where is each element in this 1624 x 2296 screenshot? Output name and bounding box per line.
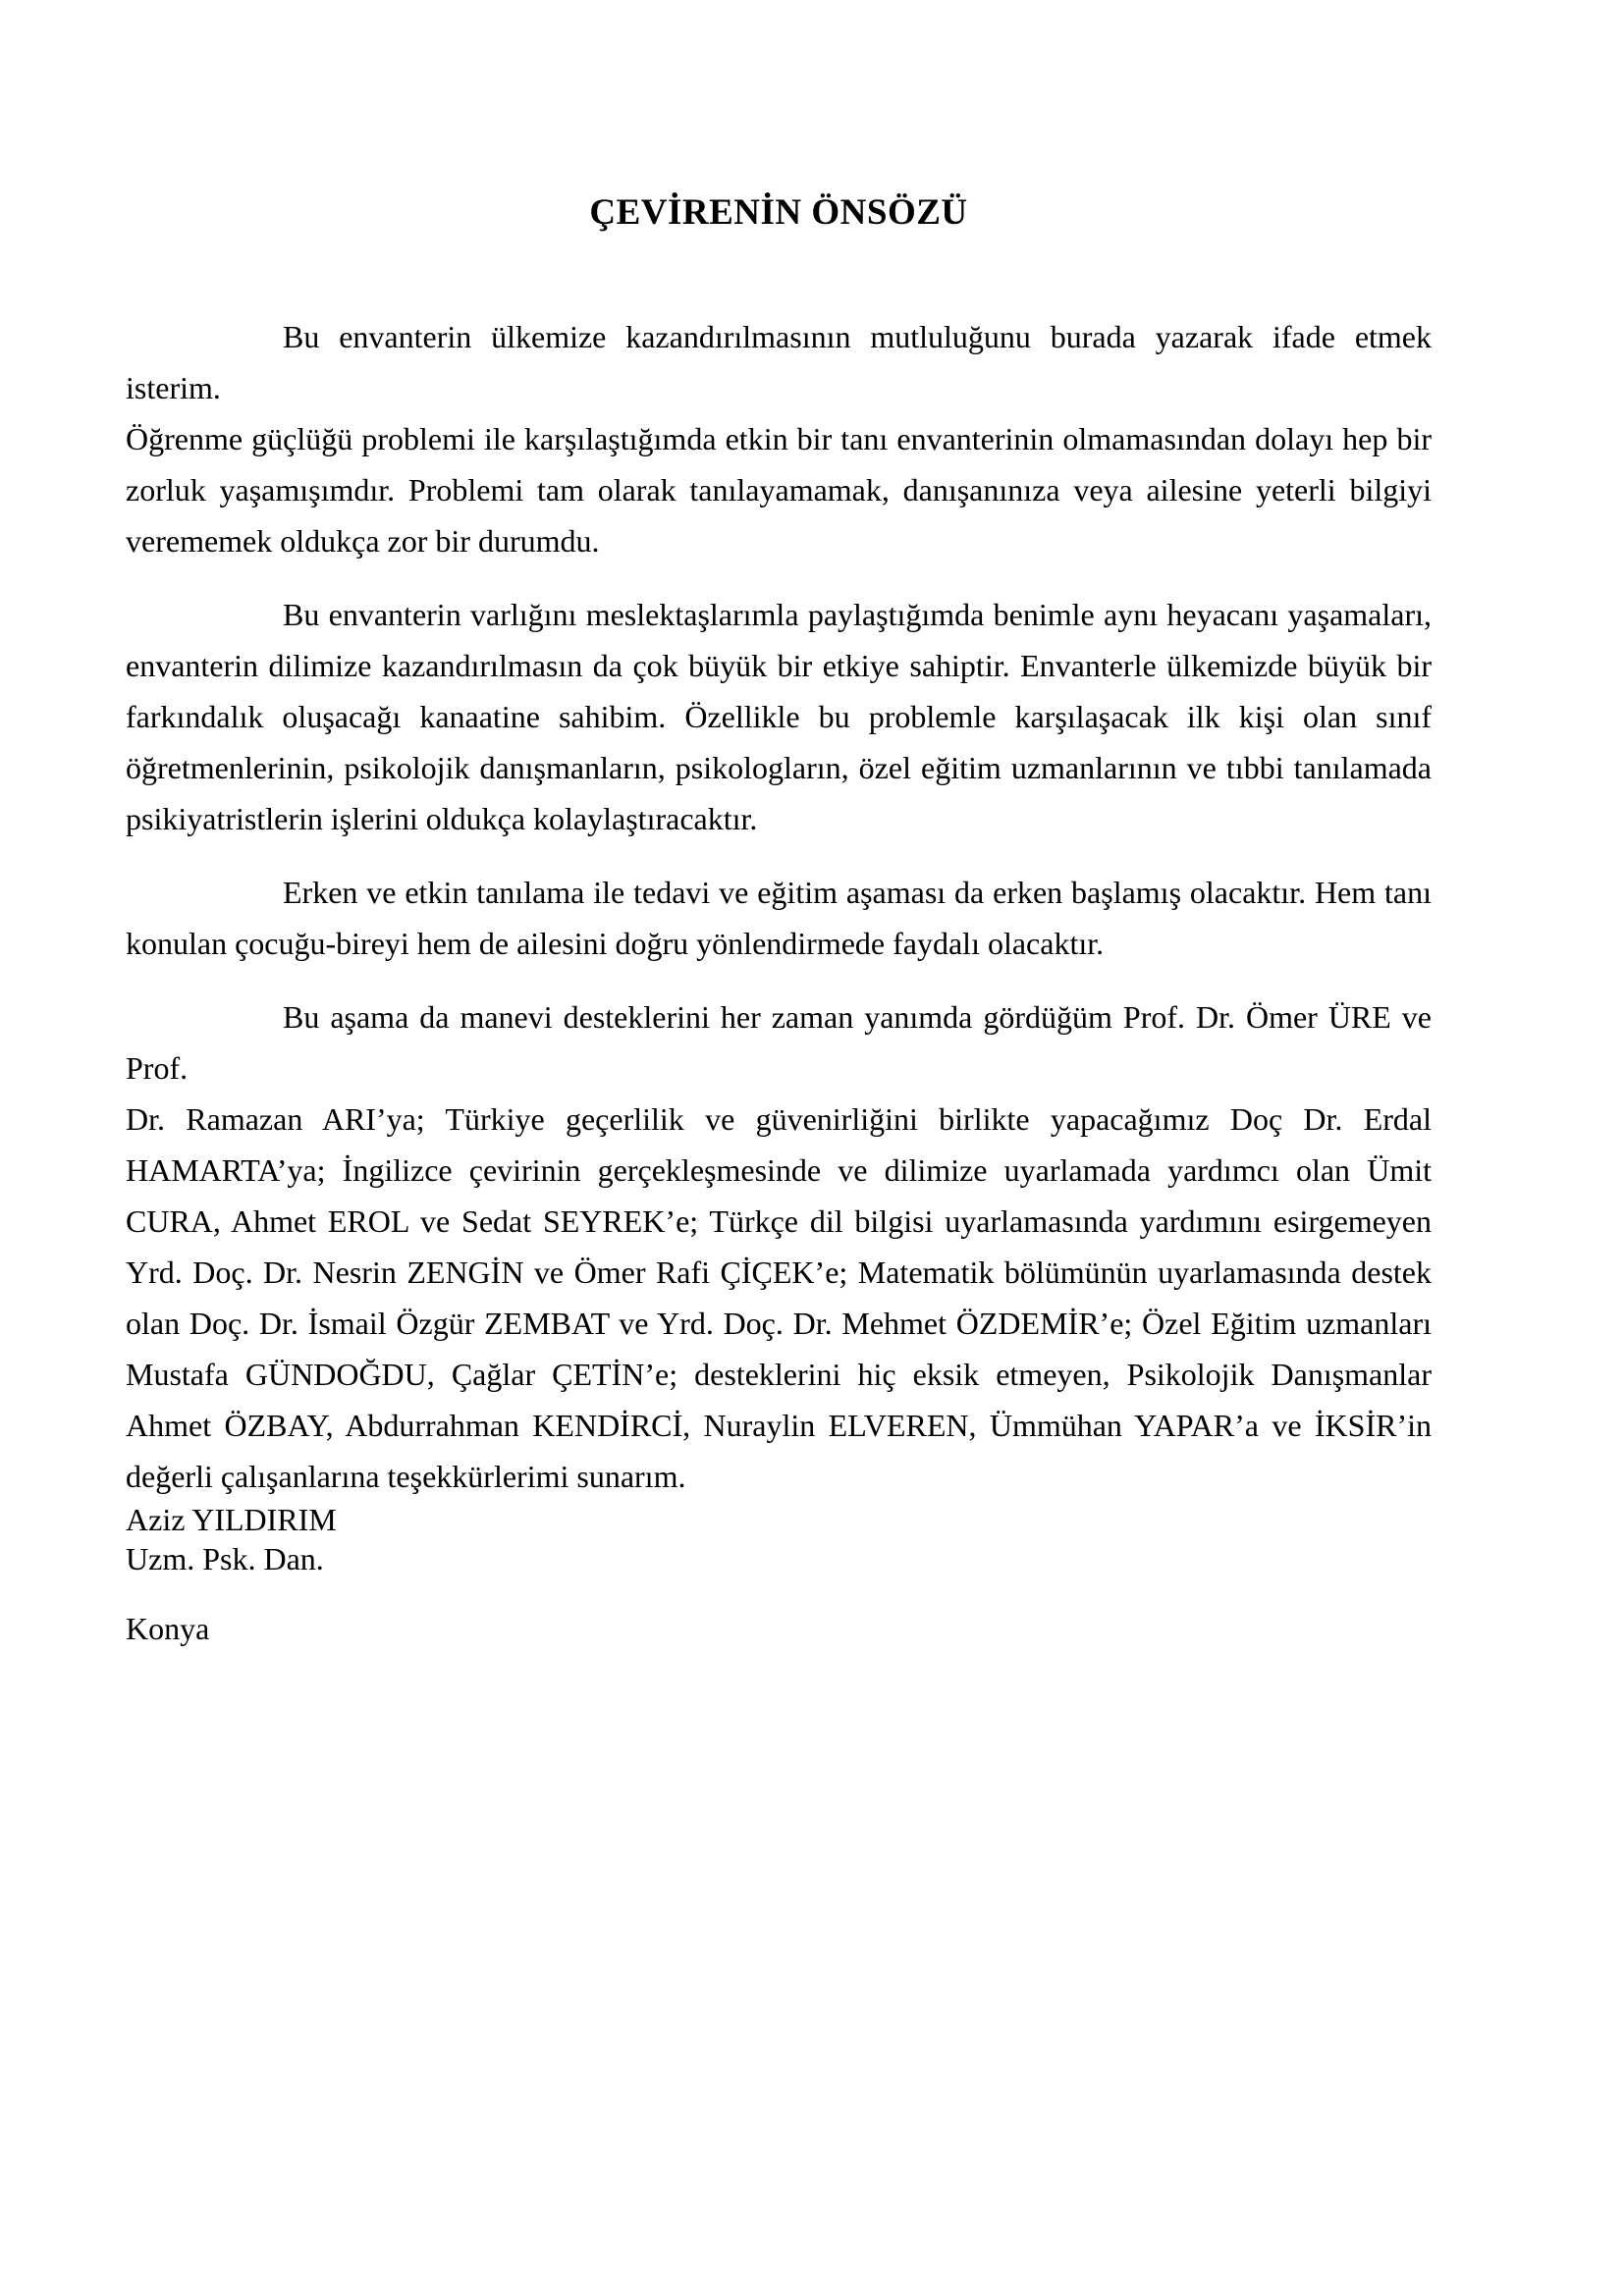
text-line: envanterin dilimize kazandırılmasın da çok büyük bir etkiye sahiptir. Envanterle ülkemizde büyük bir — [126, 648, 1432, 683]
text-line: zorluk yaşamışımdır. Problemi tam olarak tanılayamamak, danışanınıza veya ailesine yeterli bilgiyi — [126, 472, 1432, 507]
paragraph — [126, 311, 1432, 566]
page-title: ÇEVİRENİN ÖNSÖZÜ — [589, 192, 968, 233]
paragraph — [126, 867, 1432, 969]
signature-block — [126, 1500, 337, 1648]
document-body — [126, 311, 1432, 1524]
text-line: Dr. Ramazan ARI’ya; Türkiye geçerlilik ve güvenirliğini birlikte yapacağımız Doç Dr. Erdal — [126, 1101, 1432, 1137]
paragraph — [126, 991, 1432, 1502]
text-line: psikiyatristlerin işlerini oldukça kolaylaştıracaktır. — [126, 801, 758, 836]
text-line: Öğrenme güçlüğü problemi ile karşılaştığımda etkin bir tanı envanterinin olmamasından dolayı hep bir — [126, 421, 1432, 456]
signature-city: Konya — [126, 1611, 210, 1646]
text-line: Yrd. Doç. Dr. Nesrin ZENGİN ve Ömer Rafi ÇİÇEK’e; Matematik bölümünün uyarlamasında destek — [126, 1255, 1432, 1290]
text-line: olan Doç. Dr. İsmail Özgür ZEMBAT ve Yrd. Doç. Dr. Mehmet ÖZDEMİR’e; Özel Eğitim uzmanları — [126, 1306, 1432, 1341]
text-line: konulan çocuğu-bireyi hem de ailesini doğru yönlendirmede faydalı olacaktır. — [126, 926, 1105, 961]
text-line: verememek oldukça zor bir durumdu. — [126, 523, 600, 559]
text-line: Mustafa GÜNDOĞDU, Çağlar ÇETİN’e; desteklerini hiç eksik etmeyen, Psikolojik Danışmanlar — [126, 1357, 1432, 1392]
text-line: farkındalık oluşacağı kanaatine sahibim. Özellikle bu problemle karşılaşacak ilk kişi olan sınıf — [126, 699, 1432, 734]
text-line: HAMARTA’ya; İngilizce çevirinin gerçekleşmesinde ve dilimize uyarlamada yardımcı olan Ümit — [126, 1152, 1432, 1188]
text-line: Bu envanterin varlığını meslektaşlarımla paylaştığımda benimle aynı heyacanı yaşamaları, — [283, 597, 1432, 632]
text-line: CURA, Ahmet EROL ve Sedat SEYREK’e; Türkçe dil bilgisi uyarlamasında yardımını esirgemeyen — [126, 1203, 1432, 1239]
paragraph — [126, 589, 1432, 844]
signature-name: Aziz YILDIRIM — [126, 1502, 337, 1537]
text-line: Bu aşama da manevi desteklerini her zaman yanımda gördüğüm Prof. Dr. Ömer ÜRE ve Prof. — [126, 999, 1432, 1086]
text-line: Erken ve etkin tanılama ile tedavi ve eğitim aşaması da erken başlamış olacaktır. Hem tanı — [283, 875, 1432, 910]
text-line: Bu envanterin ülkemize kazandırılmasının mutluluğunu burada yazarak ifade etmek isterim. — [126, 319, 1432, 405]
text-line: değerli çalışanlarına teşekkürlerimi sunarım. — [126, 1459, 686, 1494]
text-line: öğretmenlerinin, psikolojik danışmanların, psikologların, özel eğitim uzmanlarının ve tıbbi tanılamada — [126, 750, 1432, 785]
text-line: Ahmet ÖZBAY, Abdurrahman KENDİRCİ, Nuraylin ELVEREN, Ümmühan YAPAR’a ve İKSİR’in — [126, 1408, 1432, 1443]
signature-title: Uzm. Psk. Dan. — [126, 1541, 324, 1576]
